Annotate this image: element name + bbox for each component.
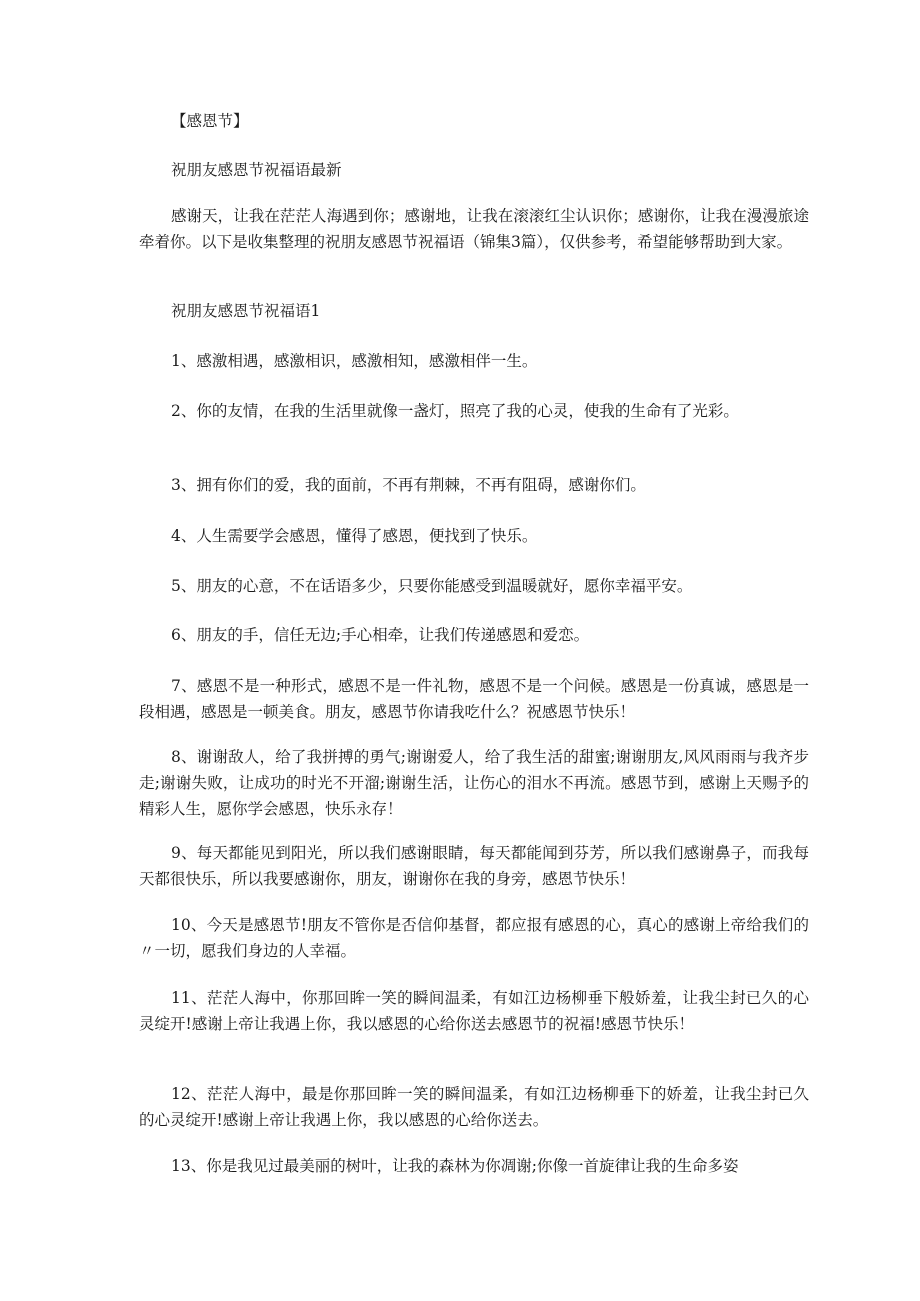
list-item: 9、每天都能见到阳光，所以我们感谢眼睛，每天都能闻到芬芳，所以我们感谢鼻子，而我每天都很快乐，所以我要感谢你，朋友，谢谢你在我的身旁，感恩节快乐！ xyxy=(139,844,809,888)
list-item: 11、茫茫人海中，你那回眸一笑的瞬间温柔，有如江边杨柳垂下般娇羞，让我尘封已久的心灵绽开!感谢上帝让我遇上你，我以感恩的心给你送去感恩节的祝福!感恩节快乐！ xyxy=(139,989,809,1033)
list-item: 4、人生需要学会感恩，懂得了感恩，便找到了快乐。 xyxy=(171,527,538,545)
list-item: 5、朋友的心意，不在话语多少，只要你能感受到温暖就好，愿你幸福平安。 xyxy=(171,577,693,595)
list-item: 6、朋友的手，信任无边;手心相牵，让我们传递感恩和爱恋。 xyxy=(171,626,590,644)
list-item: 10、今天是感恩节!朋友不管你是否信仰基督，都应报有感恩的心，真心的感谢上帝给我们的〃一切，愿我们身边的人幸福。 xyxy=(139,916,809,960)
intro-paragraph: 感谢天，让我在茫茫人海遇到你；感谢地，让我在滚滚红尘认识你；感谢你，让我在漫漫旅途牵着你。以下是收集整理的祝朋友感恩节祝福语（锦集3篇），仅供参考，希望能够帮助到大家。 xyxy=(139,207,809,251)
list-item: 7、感恩不是一种形式，感恩不是一件礼物，感恩不是一个问候。感恩是一份真诚，感恩是一段相遇，感恩是一顿美食。朋友，感恩节你请我吃什么？祝感恩节快乐！ xyxy=(139,677,809,721)
subheading: 祝朋友感恩节祝福语1 xyxy=(171,302,321,320)
list-item: 3、拥有你们的爱，我的面前，不再有荆棘，不再有阻碍，感谢你们。 xyxy=(171,476,646,494)
list-item: 1、感激相遇，感激相识，感激相知，感激相伴一生。 xyxy=(171,352,538,370)
list-item: 2、你的友情，在我的生活里就像一盏灯，照亮了我的心灵，使我的生命有了光彩。 xyxy=(171,402,739,420)
list-item: 8、谢谢敌人，给了我拼搏的勇气;谢谢爱人，给了我生活的甜蜜;谢谢朋友,风风雨雨与我齐步走;谢谢失败，让成功的时光不开溜;谢谢生活，让伤心的泪水不再流。感恩节到，感谢上天赐予的精彩人生，愿你学会感恩，快乐永存！ xyxy=(139,748,809,818)
section-title: 【感恩节】 xyxy=(171,112,249,130)
list-item: 13、你是我见过最美丽的树叶，让我的森林为你凋谢;你像一首旋律让我的生命多姿 xyxy=(171,1157,739,1175)
list-item: 12、茫茫人海中，最是你那回眸一笑的瞬间温柔，有如江边杨柳垂下的娇羞，让我尘封已久的心灵绽开!感谢上帝让我遇上你，我以感恩的心给你送去。 xyxy=(139,1085,809,1129)
document-heading: 祝朋友感恩节祝福语最新 xyxy=(171,161,342,179)
